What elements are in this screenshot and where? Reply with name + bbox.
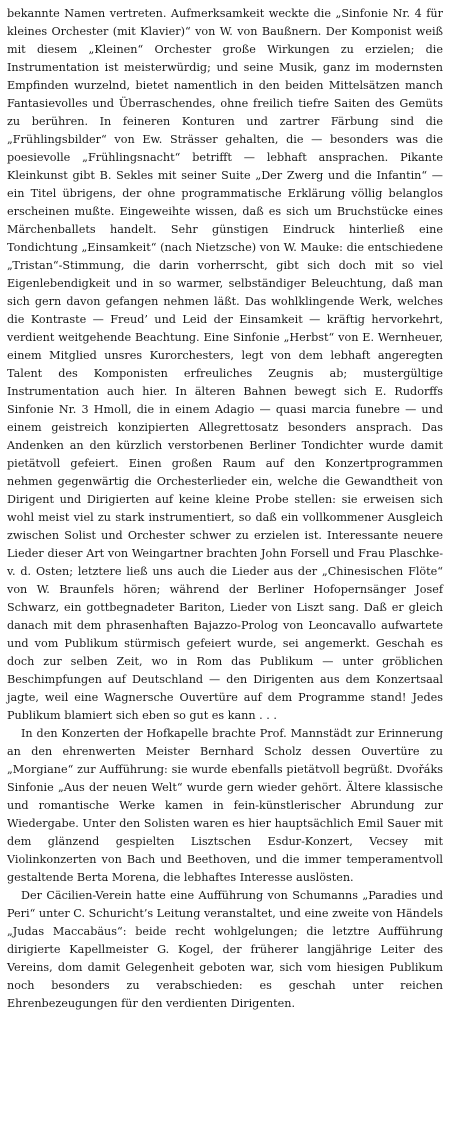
document-page [7, 5, 443, 1013]
paragraph-hofkapelle-concerts: In den Konzerten der Hofkapelle brachte Prof. Mannstädt zur Erinnerung an den ehrenwerten Meister Bernhard Scholz dessen Ouvertüre zu „Morgiane“ zur Aufführung: sie wurde ebenfalls pietätvoll begrüßt. Dvořáks Sinfonie „Aus der neuen Welt“ wurde gern wieder gehört. Ältere klassische und romantische Werke kamen in fein-künstlerischer Abrundung zur Wiedergabe. Unter den Solisten waren es hier hauptsächlich Emil Sauer mit dem glänzend gespielten Lisztschen Esdur-Konzert, Vecsey mit Violinkonzerten von Bach und Beethoven, und die immer temperamentvoll gestaltende Berta Morena, die lebhaftes Interesse auslösten. [7, 727, 443, 884]
paragraph-orchestral-reviews: bekannte Namen vertreten. Aufmerksamkeit weckte die „Sinfonie Nr. 4 für kleines Orchester (mit Klavier)“ von W. von Baußnern. Der Komponist weiß mit diesem „Kleinen“ Orchester große Wirkungen zu erzielen; die Instrumentation ist meisterwürdig; und seine Musik, ganz im modernsten Empfinden wurzelnd, bietet namentlich in den beiden Mittelsätzen manch Fantasievolles und Überraschendes, ohne freilich tiefre Saiten des Gemüts zu berühren. In feineren Konturen und zartrer Färbung sind die „Frühlingsbilder“ von Ew. Strässer gehalten, die — besonders was die poesievolle „Frühlingsnacht“ betrifft — lebhaft ansprachen. Pikante Kleinkunst gibt B. Sekles mit seiner Suite „Der Zwerg und die Infantin“ — ein Titel übrigens, der ohne programmatische Erklärung völlig belanglos erscheinen mußte. Eingeweihte wissen, daß es sich um Bruchstücke eines Märchenballets handelt. Sehr günstigen Eindruck hinterließ eine Tondichtung „Einsamkeit“ (nach Nietzsche) von W. Mauke: die entschiedene „Tristan“-Stimmung, die darin vorherrscht, gibt sich doch mit so viel Eigenlebendigkeit und in so warmer, selbständiger Beleuchtung, daß man sich gern davon gefangen nehmen läßt. Das wohlklingende Werk, welches die Kontraste — Freud’ und Leid der Einsamkeit — kräftig hervorkehrt, verdient weitgehende Beachtung. Eine Sinfonie „Herbst“ von E. Wernheuer, einem Mitglied unsres Kurorchesters, legt von dem lebhaft angeregten Talent des Komponisten erfreuliches Zeugnis ab; mustergültige Instrumentation auch hier. In älteren Bahnen bewegt sich E. Rudorffs Sinfonie Nr. 3 Hmoll, die in einem Adagio — quasi marcia funebre — und einem geistreich konzipierten Allegrettosatz besonders ansprach. Das Andenken an den kürzlich verstorbenen Berliner Tondichter wurde damit pietätvoll gefeiert. Einen großen Raum auf den Konzertprogrammen nehmen gegenwärtig die Orchesterlieder ein, welche die Gewandtheit von Dirigent und Dirigierten auf keine kleine Probe stellen: sie erweisen sich wohl meist viel zu stark instrumentiert, so daß ein vollkommener Ausgleich zwischen Solist und Orchester schwer zu erzielen ist. Interessante neuere Lieder dieser Art von Weingartner brachten John Forsell und Frau Plaschke-v. d. Osten; letztere ließ uns auch die Lieder aus der „Chinesischen Flöte“ von W. Braunfels hören; während der Berliner Hofopernsänger Josef Schwarz, ein gottbegnadeter Bariton, Lieder von Liszt sang. Daß er gleich danach mit dem phrasenhaften Bajazzo-Prolog von Leoncavallo aufwartete und vom Publikum stürmisch gefeiert wurde, sei angemerkt. Geschah es doch zur selben Zeit, wo in Rom das Publikum — unter gröblichen Beschimpfungen auf Deutschland — den Dirigenten aus dem Konzertsaal jagte, weil eine Wagnersche Ouvertüre auf dem Programme stand! Jedes Publikum blamiert sich eben so gut es kann . . . [7, 7, 443, 722]
paragraph-caecilien-verein: Der Cäcilien-Verein hatte eine Aufführung von Schumanns „Paradies und Peri“ unter C. Schuricht’s Leitung veranstaltet, und eine zweite von Händels „Judas Maccabäus“: beide recht wohlgelungen; die letztre Aufführung dirigierte Kapellmeister G. Kogel, der früherer langjährige Leiter des Vereins, dom damit Gelegenheit geboten war, sich vom hiesigen Publikum noch besonders zu verabschieden: es geschah unter reichen Ehrenbezeugungen für den verdienten Dirigenten. [7, 889, 443, 1010]
